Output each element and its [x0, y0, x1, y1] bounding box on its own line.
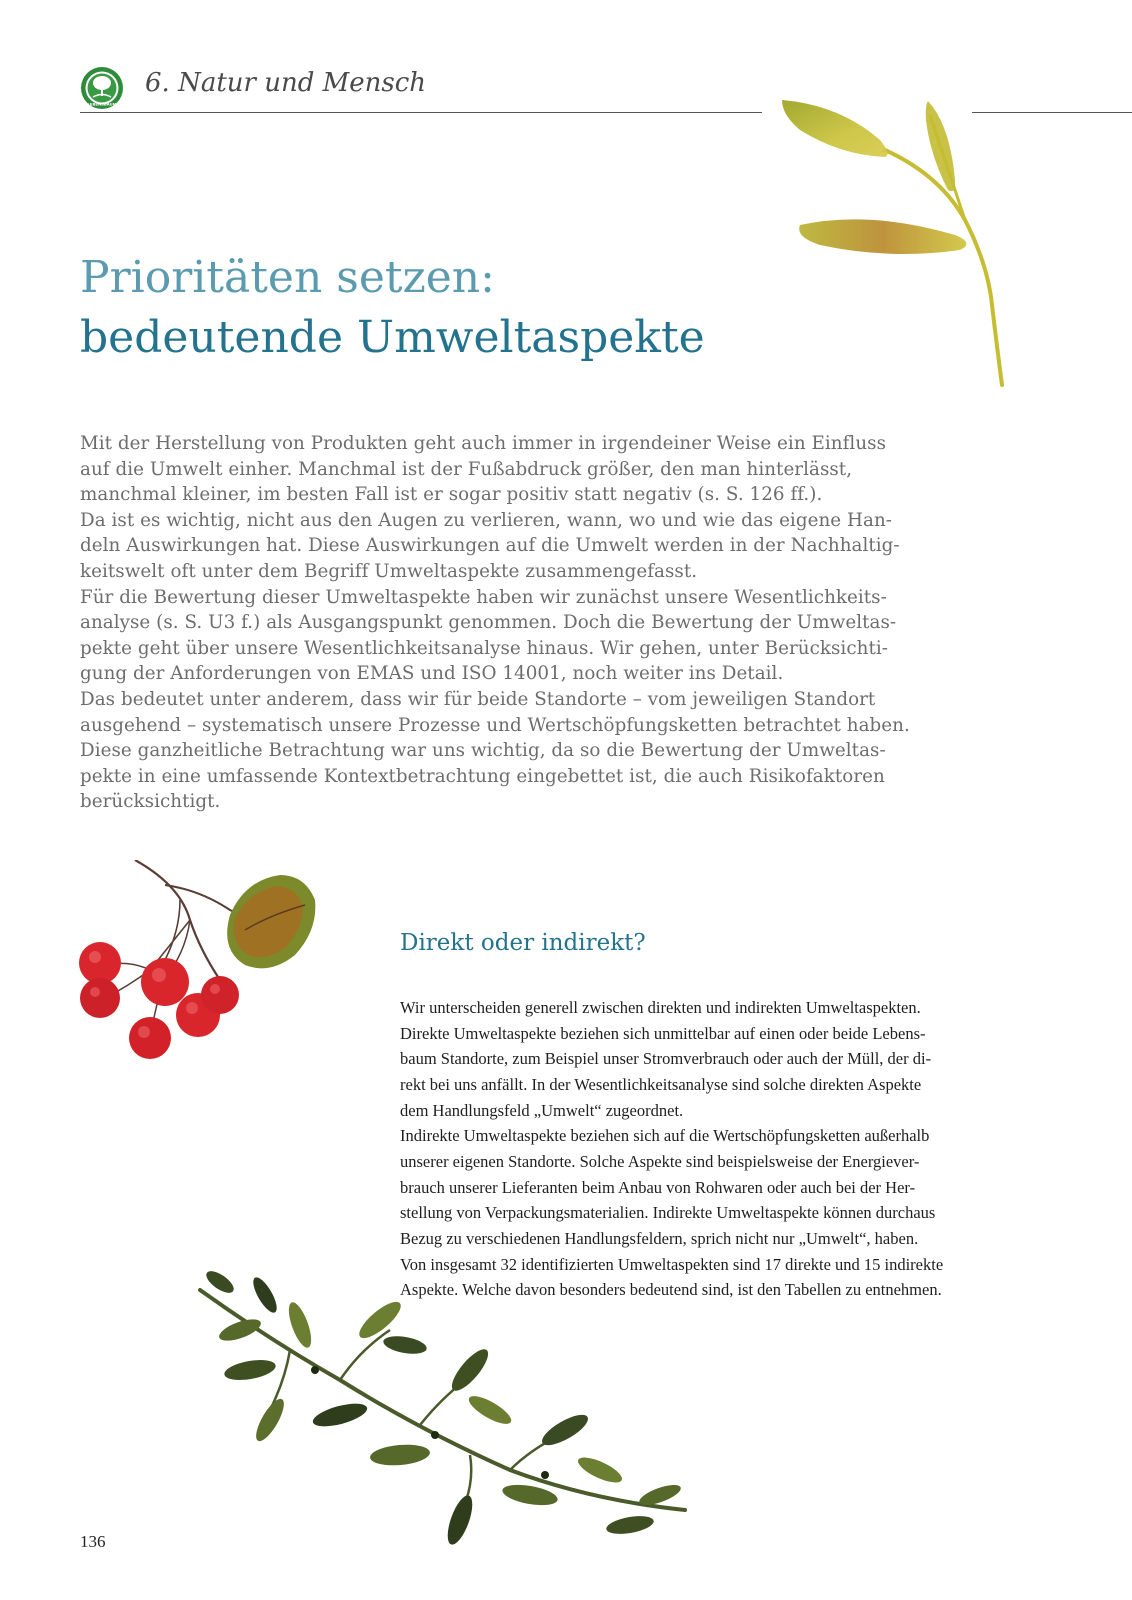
- section-line: unserer eigenen Standorte. Solche Aspekte sind beispielsweise der Energiever-: [400, 1151, 920, 1171]
- intro-line: Diese ganzheitliche Betrachtung war uns wichtig, da so die Bewertung der Umweltas-: [80, 740, 886, 762]
- section-line: brauch unserer Lieferanten beim Anbau von Rohwaren oder auch bei der Her-: [400, 1177, 916, 1197]
- chapter-title: 6. Natur und Mensch: [145, 68, 427, 98]
- intro-paragraph: [80, 431, 940, 815]
- leaf-branch-illustration: [780, 95, 1080, 405]
- intro-line: Mit der Herstellung von Produkten geht auch immer in irgendeiner Weise ein Einfluss: [80, 433, 887, 454]
- title-line-1: Prioritäten setzen:: [80, 252, 495, 303]
- intro-line: manchmal kleiner, im besten Fall ist er sogar positiv statt negativ (s. S. 126 ff.).: [80, 484, 823, 506]
- header-rule-left: [80, 112, 762, 113]
- section-line: baum Standorte, zum Beispiel unser Stromverbrauch oder auch der Müll, der di-: [400, 1049, 932, 1069]
- rowan-berries-illustration: [70, 860, 340, 1090]
- section-line: Direkte Umweltaspekte beziehen sich unmittelbar auf einen oder beide Lebens-: [400, 1023, 926, 1043]
- section-line: stellung von Verpackungsmaterialien. Indirekte Umweltaspekte können durchaus: [400, 1203, 936, 1223]
- section-line: Aspekte. Welche davon besonders bedeutend sind, ist den Tabellen zu entnehmen.: [400, 1280, 942, 1300]
- intro-line: berücksichtigt.: [80, 791, 221, 813]
- section-line: rekt bei uns anfällt. In der Wesentlichkeitsanalyse sind solche direkten Aspekte: [400, 1074, 922, 1094]
- intro-line: pekte in eine umfassende Kontextbetrachtung eingebettet ist, die auch Risikofaktoren: [80, 765, 885, 787]
- lebensbaum-logo-icon: [80, 66, 124, 110]
- logo-text: LEBENSBAUM: [87, 101, 117, 107]
- intro-line: ausgehend – systematisch unsere Prozesse und Wertschöpfungsketten betrachtet haben.: [80, 714, 910, 736]
- intro-line: auf die Umwelt einher. Manchmal ist der Fußabdruck größer, den man hinterlässt,: [80, 458, 853, 480]
- intro-line: Da ist es wichtig, nicht aus den Augen zu verlieren, wann, wo und wie das eigene Han-: [80, 509, 892, 531]
- section-line: Bezug zu verschiedenen Handlungsfeldern, sprich nicht nur „Umwelt“, haben.: [400, 1228, 919, 1248]
- section-line: dem Handlungsfeld „Umwelt“ zugeordnet.: [400, 1100, 684, 1120]
- intro-line: Das bedeutet unter anderem, dass wir für beide Standorte – vom jeweiligen Standort: [80, 688, 876, 710]
- intro-line: gung der Anforderungen von EMAS und ISO 14001, noch weiter ins Detail.: [80, 663, 784, 685]
- section-line: Wir unterscheiden generell zwischen direkten und indirekten Umweltaspekten.: [400, 998, 921, 1017]
- section-paragraph: [400, 995, 1030, 1303]
- section-line: Indirekte Umweltaspekte beziehen sich auf die Wertschöpfungsketten außerhalb: [400, 1126, 930, 1146]
- intro-line: keitswelt oft unter dem Begriff Umweltaspekte zusammengefasst.: [80, 560, 698, 582]
- olive-branch-illustration: [190, 1270, 690, 1545]
- intro-line: Für die Bewertung dieser Umweltaspekte haben wir zunächst unsere Wesentlichkeits-: [80, 586, 887, 608]
- intro-line: deln Auswirkungen hat. Diese Auswirkungen auf die Umwelt werden in der Nachhaltig-: [80, 535, 900, 557]
- page-title: [80, 248, 705, 368]
- page-number: 136: [80, 1532, 106, 1551]
- section-heading: Direkt oder indirekt?: [400, 930, 646, 956]
- intro-line: analyse (s. S. U3 f.) als Ausgangspunkt genommen. Doch die Bewertung der Umweltas-: [80, 612, 897, 634]
- section-line: Von insgesamt 32 identifizierten Umweltaspekten sind 17 direkte und 15 indirekte: [400, 1254, 944, 1274]
- intro-line: pekte geht über unsere Wesentlichkeitsanalyse hinaus. Wir gehen, unter Berücksichti-: [80, 637, 888, 659]
- title-line-2: bedeutende Umweltaspekte: [80, 312, 705, 363]
